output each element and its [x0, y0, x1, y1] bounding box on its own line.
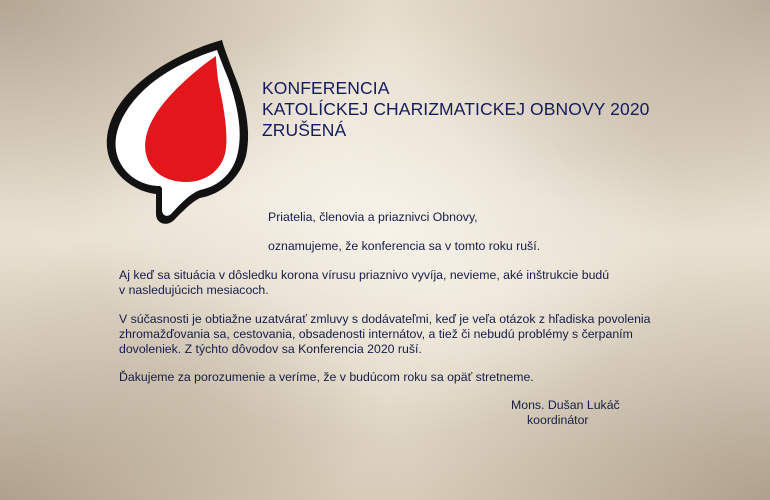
title-line-3: ZRUŠENÁ: [262, 120, 347, 140]
signature-name: Mons. Dušan Lukáč: [511, 398, 620, 412]
paragraph-situation: [119, 268, 609, 298]
page-title: [262, 78, 650, 141]
greeting-text: Priatelia, členovia a priaznivci Obnovy,: [268, 210, 478, 224]
paragraph-line: V súčasnosti je obtiažne uzatvárať zmluvy s dodávateľmi, keď je veľa otázok z hľadiska povolenia: [119, 312, 651, 326]
thanks-text: Ďakujeme za porozumenie a veríme, že v budúcom roku sa opäť stretneme.: [119, 370, 534, 384]
paragraph-reasons: [119, 312, 650, 357]
announcement-text: oznamujeme, že konferencia sa v tomto roku ruší.: [268, 239, 541, 253]
paragraph-line: v nasledujúcich mesiacoch.: [119, 283, 269, 297]
signature-role: koordinátor: [527, 413, 589, 427]
paragraph-line: zhromažďovania sa, cestovania, obsadenosti internátov, a tiež či nebudú problémy s čerpaním: [119, 327, 633, 341]
title-line-2: KATOLÍCKEJ CHARIZMATICKEJ OBNOVY 2020: [262, 99, 650, 119]
title-line-1: KONFERENCIA: [262, 78, 390, 98]
paragraph-line: Aj keď sa situácia v dôsledku korona vírusu priaznivo vyvíja, nevieme, aké inštrukcie budú: [119, 268, 610, 282]
paragraph-line: dovoleniek. Z týchto dôvodov sa Konferencia 2020 ruší.: [119, 342, 422, 356]
blood-drop-heart-icon: [104, 38, 250, 228]
